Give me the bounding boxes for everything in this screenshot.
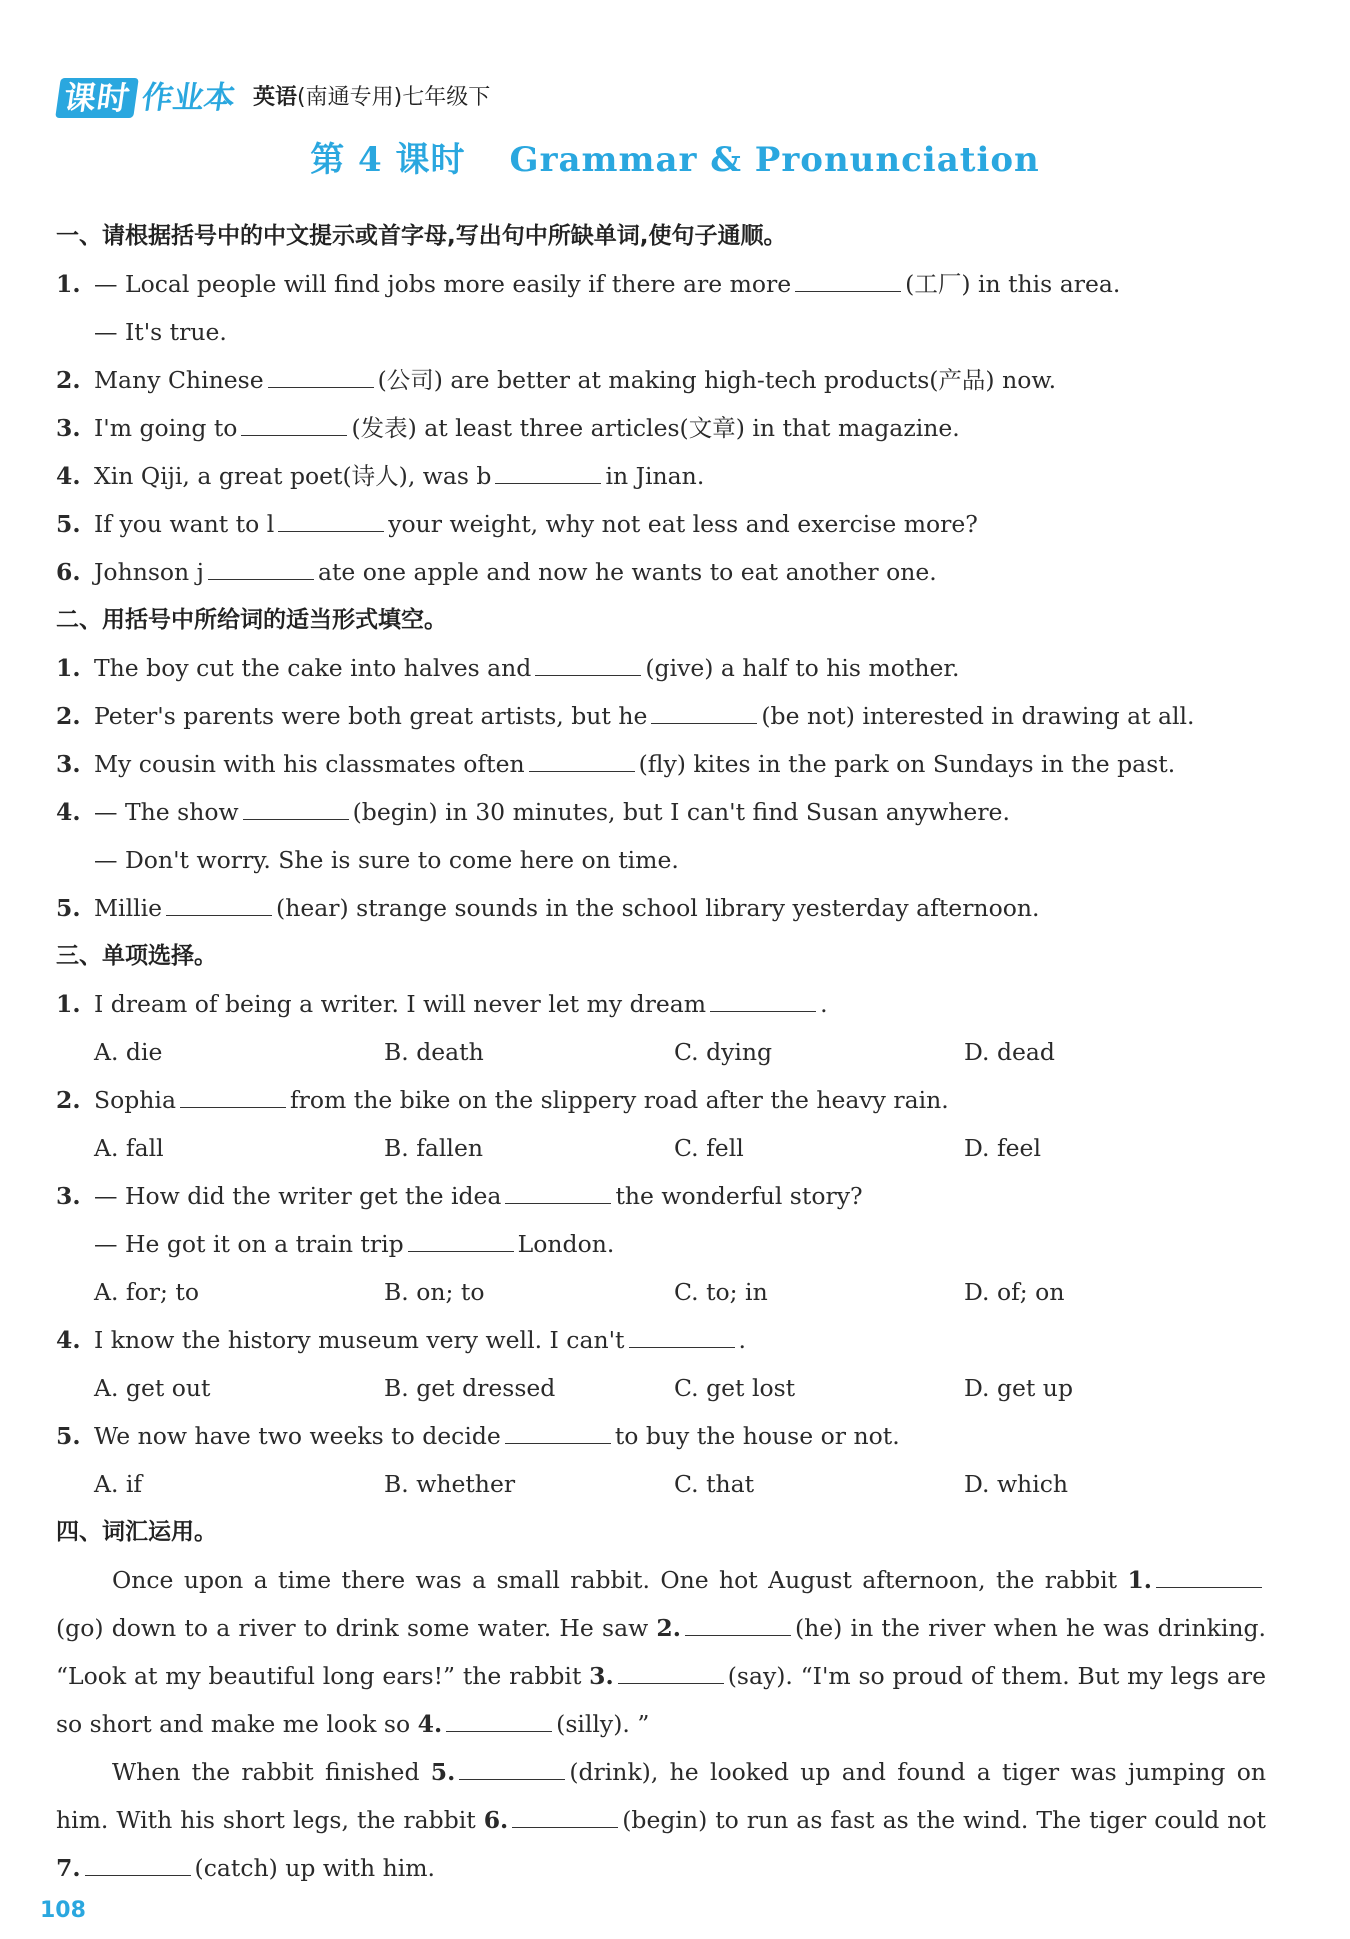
option[interactable]: D. of; on	[964, 1278, 1065, 1306]
option[interactable]: A. die	[94, 1038, 163, 1066]
option[interactable]: B. death	[384, 1038, 484, 1066]
option[interactable]: D. get up	[964, 1374, 1073, 1402]
answer-blank[interactable]	[243, 797, 349, 820]
question: 1. — Local people will find jobs more easily if there are more (工厂) in this area.	[56, 270, 1121, 298]
option[interactable]: C. to; in	[674, 1278, 768, 1306]
answer-blank[interactable]	[446, 1709, 552, 1732]
option[interactable]: B. get dressed	[384, 1374, 556, 1402]
option[interactable]: B. on; to	[384, 1278, 485, 1306]
story-paragraph-2: When the rabbit finished 5. (drink), he looked up and found a tiger was jumping on him. With his short legs, the rabbit 6. (begin) to run as fast as the wind. The tiger could not 7. (catch) up with him.	[56, 1758, 1266, 1882]
question: 2. Many Chinese (公司) are better at making high-tech products(产品) now.	[56, 366, 1057, 394]
subject-label: 英语(南通专用)七年级下	[253, 85, 491, 110]
question: 3. — How did the writer get the idea the wonderful story?	[56, 1182, 863, 1210]
answer-options	[56, 1364, 1276, 1412]
answer-blank[interactable]	[208, 557, 314, 580]
logo	[58, 78, 238, 118]
answer-blank[interactable]	[505, 1421, 611, 1444]
question: 5. Millie (hear) strange sounds in the school library yesterday afternoon.	[56, 894, 1040, 922]
answer-options	[56, 1124, 1276, 1172]
answer-blank[interactable]	[241, 413, 347, 436]
question: 2. Peter's parents were both great artists, but he (be not) interested in drawing at all.	[56, 702, 1195, 730]
answer-blank[interactable]	[268, 365, 374, 388]
question-reply: — It's true.	[94, 318, 227, 346]
section-2-heading: 二、用括号中所给词的适当形式填空。	[56, 607, 447, 633]
question-reply: — He got it on a train trip London.	[94, 1230, 615, 1258]
lesson-title	[0, 132, 1350, 181]
lesson-topic: Grammar & Pronunciation	[509, 140, 1040, 180]
logo-keshi: 课时	[55, 78, 139, 118]
question: 3. I'm going to (发表) at least three articles(文章) in that magazine.	[56, 414, 960, 442]
option[interactable]: A. fall	[94, 1134, 164, 1162]
answer-options	[56, 1460, 1276, 1508]
section-4-heading: 四、词汇运用。	[56, 1519, 217, 1545]
question: 2. Sophia from the bike on the slippery road after the heavy rain.	[56, 1086, 949, 1114]
option[interactable]: A. if	[94, 1470, 143, 1498]
answer-blank[interactable]	[618, 1661, 724, 1684]
page-number: 108	[40, 1898, 86, 1923]
answer-blank[interactable]	[1156, 1565, 1262, 1588]
section-3-heading: 三、单项选择。	[56, 943, 217, 969]
answer-blank[interactable]	[505, 1181, 611, 1204]
answer-blank[interactable]	[408, 1229, 514, 1252]
question: 4. Xin Qiji, a great poet(诗人), was b in Jinan.	[56, 462, 705, 490]
answer-options	[56, 1028, 1276, 1076]
option[interactable]: D. dead	[964, 1038, 1055, 1066]
logo-zuoyeben: 作业本	[139, 80, 238, 116]
answer-options	[56, 1268, 1276, 1316]
question-reply: — Don't worry. She is sure to come here on time.	[94, 846, 679, 874]
question: 1. The boy cut the cake into halves and (give) a half to his mother.	[56, 654, 960, 682]
answer-blank[interactable]	[629, 1325, 735, 1348]
answer-blank[interactable]	[685, 1613, 791, 1636]
question: 5. If you want to l your weight, why not eat less and exercise more?	[56, 510, 978, 538]
answer-blank[interactable]	[459, 1757, 565, 1780]
option[interactable]: A. get out	[94, 1374, 211, 1402]
option[interactable]: D. which	[964, 1470, 1069, 1498]
question: 6. Johnson j ate one apple and now he wants to eat another one.	[56, 558, 937, 586]
question: 4. — The show (begin) in 30 minutes, but I can't find Susan anywhere.	[56, 798, 1010, 826]
option[interactable]: B. whether	[384, 1470, 516, 1498]
option[interactable]: A. for; to	[94, 1278, 199, 1306]
answer-blank[interactable]	[535, 653, 641, 676]
question: 5. We now have two weeks to decide to buy the house or not.	[56, 1422, 900, 1450]
answer-blank[interactable]	[85, 1853, 191, 1876]
story-paragraph-1: Once upon a time there was a small rabbit. One hot August afternoon, the rabbit 1.(go) down to a river to drink some water. He saw 2. (he) in the river when he was drinking. “Look at my beautiful long ears!” the rabbit 3. (say). “I'm so proud of them. But my legs are so short and make me look so 4. (silly). ”	[56, 1566, 1266, 1738]
answer-blank[interactable]	[710, 989, 816, 1012]
option[interactable]: C. get lost	[674, 1374, 796, 1402]
question: 3. My cousin with his classmates often (fly) kites in the park on Sundays in the past.	[56, 750, 1176, 778]
answer-blank[interactable]	[495, 461, 601, 484]
option[interactable]: D. feel	[964, 1134, 1041, 1162]
option[interactable]: B. fallen	[384, 1134, 483, 1162]
option[interactable]: C. that	[674, 1470, 755, 1498]
page-header	[58, 72, 490, 118]
option[interactable]: C. fell	[674, 1134, 744, 1162]
exercise-content	[56, 212, 1276, 1892]
question: 1. I dream of being a writer. I will never let my dream .	[56, 990, 828, 1018]
answer-blank[interactable]	[795, 269, 901, 292]
option[interactable]: C. dying	[674, 1038, 773, 1066]
answer-blank[interactable]	[651, 701, 757, 724]
answer-blank[interactable]	[529, 749, 635, 772]
answer-blank[interactable]	[278, 509, 384, 532]
answer-blank[interactable]	[166, 893, 272, 916]
answer-blank[interactable]	[512, 1805, 618, 1828]
lesson-number: 第 4 课时	[310, 140, 466, 180]
question: 4. I know the history museum very well. I can't .	[56, 1326, 746, 1354]
answer-blank[interactable]	[180, 1085, 286, 1108]
section-1-heading: 一、请根据括号中的中文提示或首字母,写出句中所缺单词,使句子通顺。	[56, 223, 787, 249]
